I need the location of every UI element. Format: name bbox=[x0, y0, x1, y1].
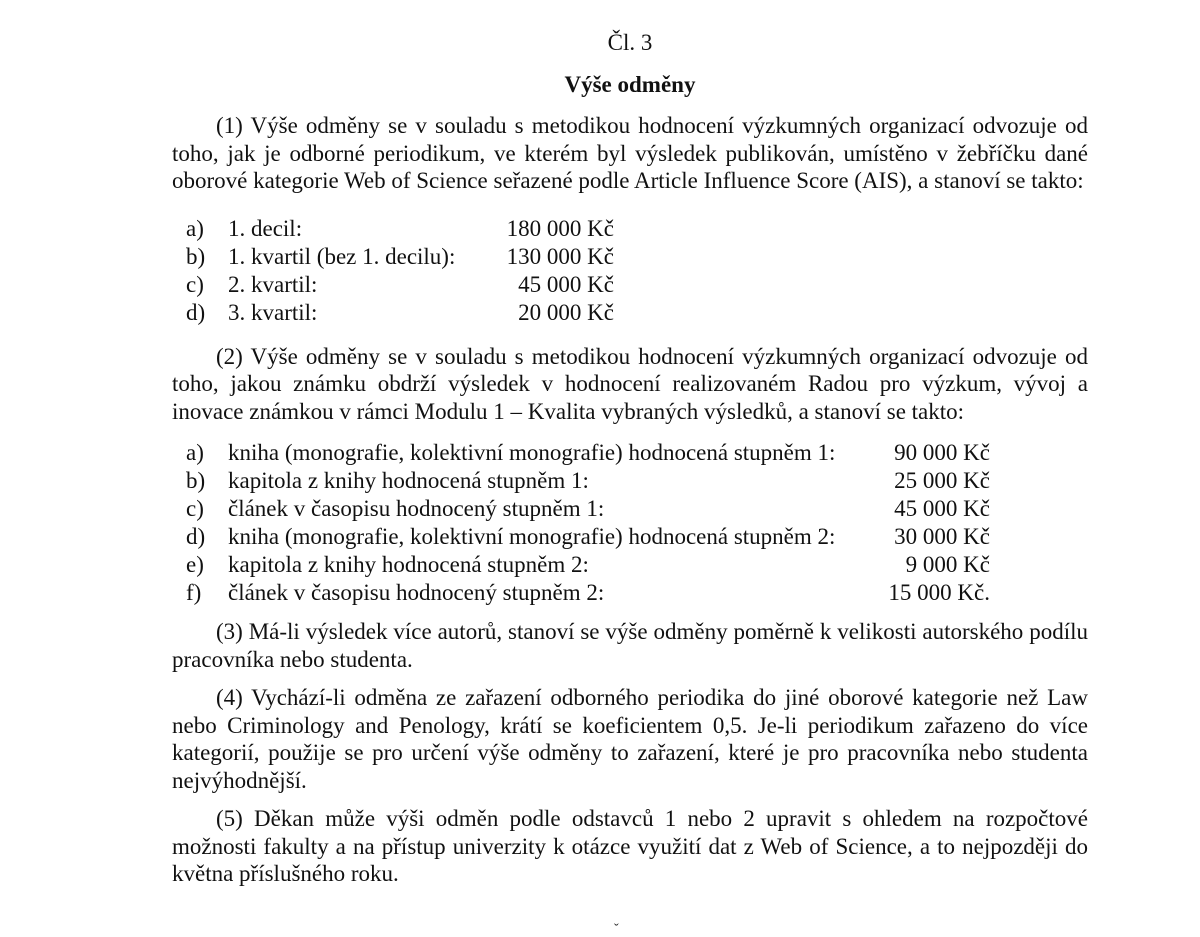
paragraph-5: (5) Děkan může výši odměn podle odstavců 1 nebo 2 upravit s ohledem na rozpočtové možnosti fakulty a na přístup univerzity k otázce využití dat z Web of Science, a to nejpozději do května příslušného roku. bbox=[172, 806, 1088, 886]
list-item-text: článek v časopisu hodnocený stupněm 1: bbox=[228, 496, 605, 521]
article-title: Výše odměny bbox=[564, 72, 696, 97]
list-item-amount: 45 000 Kč bbox=[518, 271, 614, 297]
list-item-letter: c) bbox=[186, 271, 204, 297]
list-item-letter: a) bbox=[186, 440, 204, 465]
list-item bbox=[172, 551, 1088, 579]
list-item-amount: 130 000 Kč bbox=[506, 243, 614, 269]
list-item-amount: 45 000 Kč bbox=[894, 496, 990, 521]
list-item-text: 1. decil: bbox=[228, 215, 303, 241]
list-item-text: kapitola z knihy hodnocená stupněm 1: bbox=[228, 468, 589, 493]
list-item-text: kniha (monografie, kolektivní monografie) hodnocená stupněm 1: bbox=[228, 440, 836, 465]
list-item bbox=[172, 243, 1088, 271]
list-item-text: 1. kvartil (bez 1. decilu): bbox=[228, 243, 456, 269]
list-item bbox=[172, 495, 1088, 523]
list-item-letter: d) bbox=[186, 299, 206, 325]
list-item bbox=[172, 299, 1088, 327]
list-item bbox=[172, 215, 1088, 243]
paragraph-4: (4) Vychází-li odměna ze zařazení odborného periodika do jiné oborové kategorie než Law nebo Criminology and Penology, krátí se koeficientem 0,5. Je-li periodikum zařazeno do více kategorií, použije se pro určení výše odměny to zařazení, které je pro pracovníka nebo studenta nejvýhodnější. bbox=[172, 685, 1088, 793]
list-item-text: článek v časopisu hodnocený stupněm 2: bbox=[228, 580, 605, 605]
reward-list-grade bbox=[172, 439, 1088, 607]
list-item-letter: c) bbox=[186, 496, 204, 521]
list-item-amount: 9 000 Kč bbox=[905, 552, 990, 577]
list-item-text: 2. kvartil: bbox=[228, 271, 318, 297]
article-number: Čl. 3 bbox=[607, 30, 653, 55]
paragraph-3: (3) Má-li výsledek více autorů, stanoví se výše odměny poměrně k velikosti autorského podílu pracovníka nebo studenta. bbox=[172, 619, 1088, 672]
reward-list-ais bbox=[172, 215, 1088, 327]
list-item-amount: 15 000 Kč. bbox=[888, 580, 990, 605]
list-item-letter: a) bbox=[186, 215, 204, 241]
list-item-letter: b) bbox=[186, 243, 206, 269]
paragraph-1: (1) Výše odměny se v souladu s metodikou hodnocení výzkumných organizací odvozuje od toho, jak je odborné periodikum, ve kterém byl výsledek publikován, umístěno v žebříčku dané oborové kategorie Web of Science seřazené podle Article Influence Score (AIS), a stanoví se takto: bbox=[172, 113, 1088, 193]
list-item bbox=[172, 523, 1088, 551]
list-item-amount: 20 000 Kč bbox=[518, 299, 614, 325]
list-item-amount: 30 000 Kč bbox=[894, 524, 990, 549]
list-item-amount: 90 000 Kč bbox=[894, 440, 990, 465]
next-page-fragment: ˇ bbox=[614, 922, 619, 937]
list-item-text: kapitola z knihy hodnocená stupněm 2: bbox=[228, 552, 589, 577]
list-item-text: kniha (monografie, kolektivní monografie) hodnocená stupněm 2: bbox=[228, 524, 836, 549]
list-item-letter: d) bbox=[186, 524, 206, 549]
list-item-letter: f) bbox=[186, 580, 202, 605]
list-item bbox=[172, 579, 1088, 607]
list-item-text: 3. kvartil: bbox=[228, 299, 318, 325]
list-item-letter: b) bbox=[186, 468, 206, 493]
list-item bbox=[172, 439, 1088, 467]
list-item-amount: 180 000 Kč bbox=[506, 215, 614, 241]
document-page bbox=[172, 0, 1088, 888]
paragraph-2: (2) Výše odměny se v souladu s metodikou hodnocení výzkumných organizací odvozuje od toho, jakou známku obdrží výsledek v hodnocení realizovaném Radou pro výzkum, vývoj a inovace známkou v rámci Modulu 1 – Kvalita vybraných výsledků, a stanoví se takto: bbox=[172, 343, 1088, 424]
list-item bbox=[172, 271, 1088, 299]
list-item-amount: 25 000 Kč bbox=[894, 468, 990, 493]
list-item-letter: e) bbox=[186, 552, 204, 577]
list-item bbox=[172, 467, 1088, 495]
